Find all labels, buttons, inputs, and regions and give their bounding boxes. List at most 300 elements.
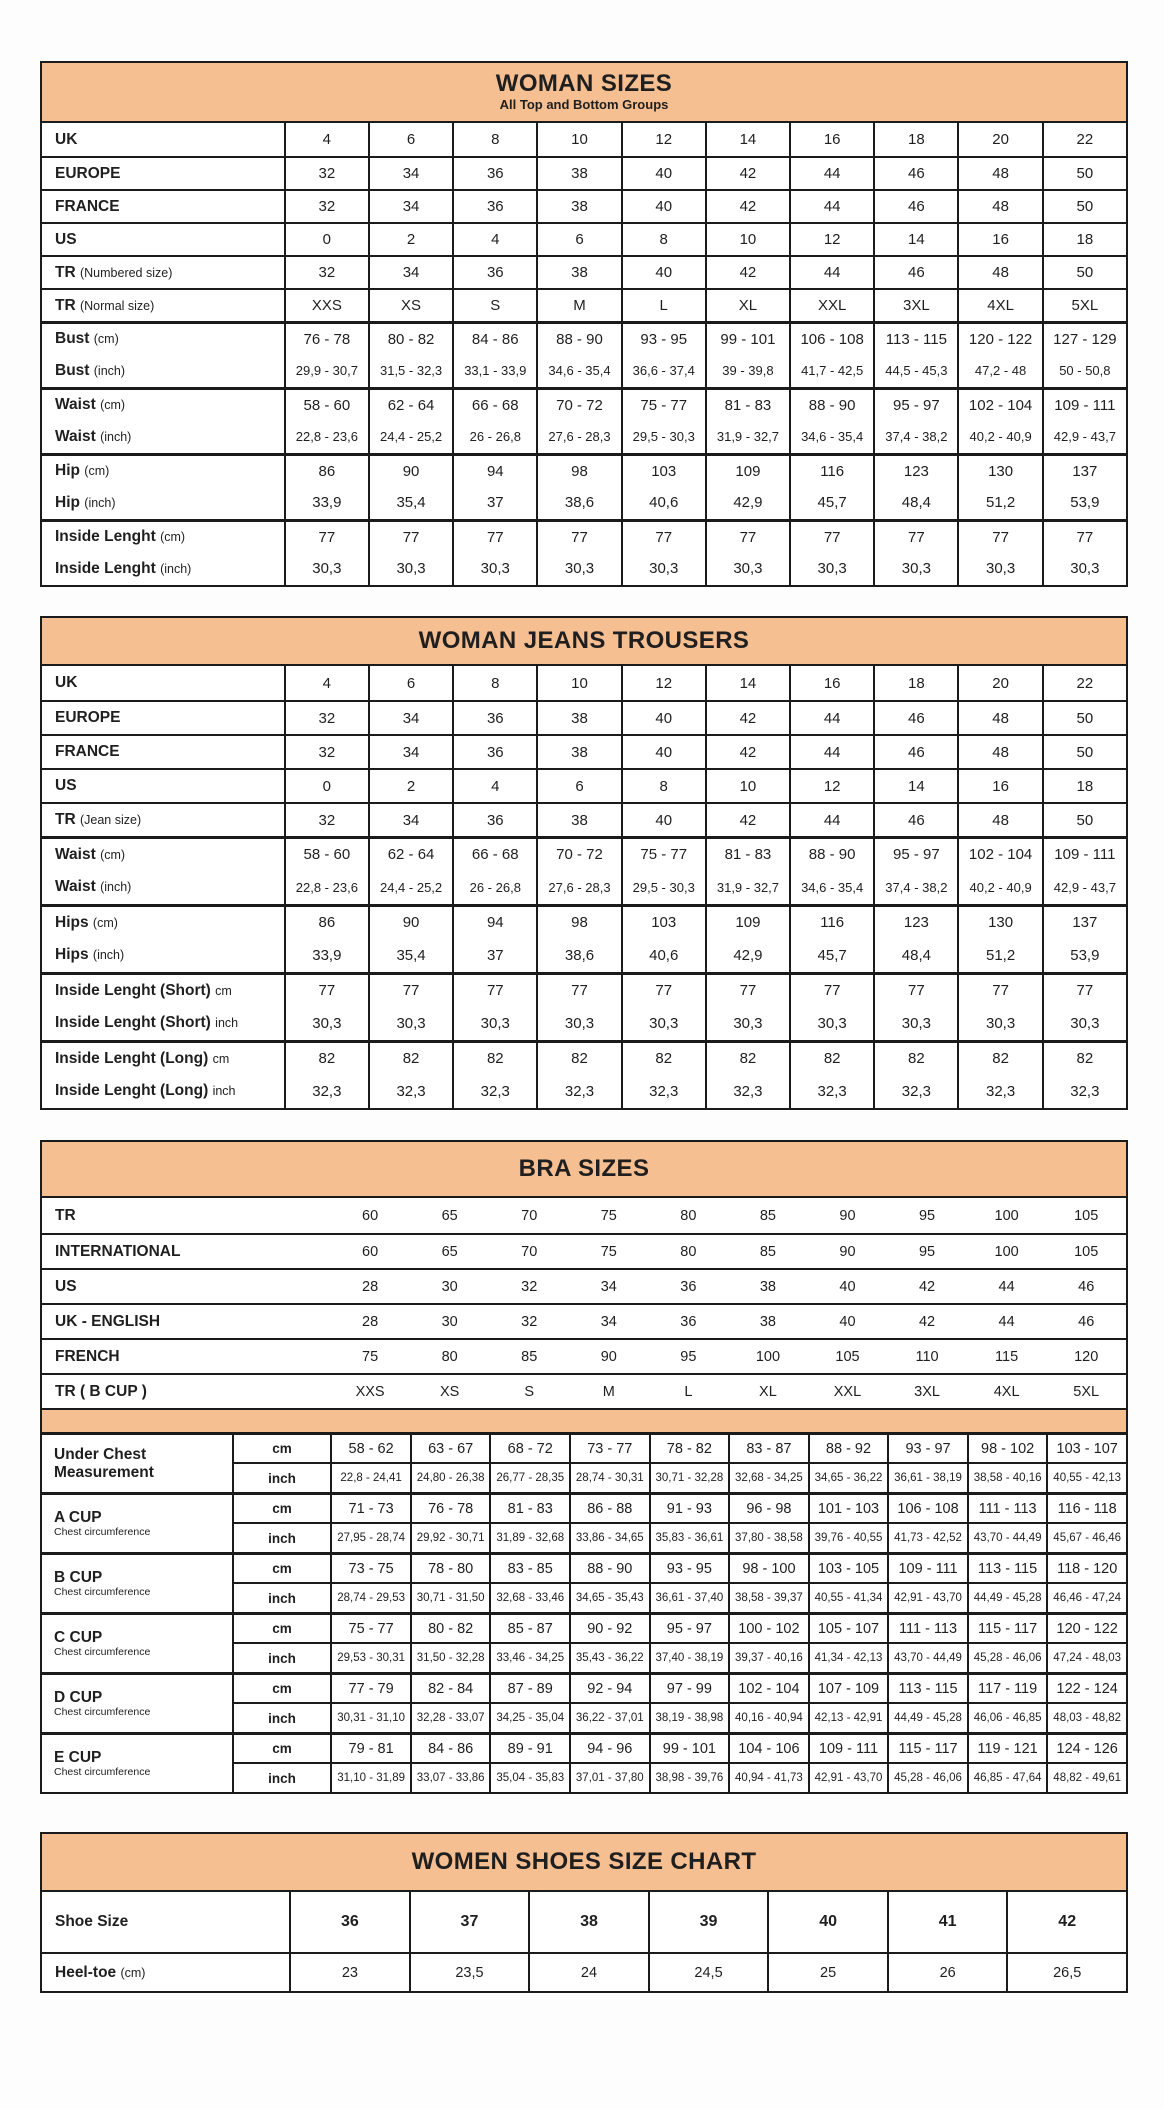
size-cell: 137 [1042,453,1126,486]
size-cell: 40,16 - 40,94 [728,1702,808,1732]
size-cell: 3XL [887,1373,967,1408]
unit-label-cm: cm [232,1552,331,1582]
row-label-text: FRANCE [55,197,120,215]
size-cell: 30,3 [1042,552,1126,585]
size-cell: 16 [957,768,1041,802]
table-row [42,486,1126,519]
size-cell: 32 [284,255,368,288]
shoes-size-table [42,1892,1126,1991]
row-label-text: Waist [55,878,96,895]
size-cell: 8 [452,666,536,700]
size-cell: 77 [452,519,536,552]
size-cell: 88 - 90 [569,1552,649,1582]
shoes-size-section [40,1832,1128,1993]
row-label [42,288,284,321]
row-label [42,1074,284,1108]
table-row [42,519,1126,552]
size-cell: 35,83 - 36,61 [649,1522,729,1552]
size-cell: 95 [649,1338,729,1373]
row-label [42,519,284,552]
size-cell: 38 [536,802,620,836]
size-cell: XL [728,1373,808,1408]
shoes-size-header [42,1834,1126,1892]
jeans-trousers-title: WOMAN JEANS TROUSERS [418,626,750,654]
size-cell: 42 [887,1268,967,1303]
size-cell: 34 [368,700,452,734]
size-cell: 30,3 [452,552,536,585]
size-cell: 106 - 108 [887,1492,967,1522]
size-cell: 30,71 - 32,28 [649,1462,729,1492]
size-cell: 48 [957,189,1041,222]
size-cell: 29,5 - 30,3 [621,420,705,453]
cup-sublabel: Chest circumference [54,1646,151,1659]
table-row [42,972,1126,1006]
size-cell: 109 [705,904,789,938]
size-cell: 40,55 - 41,34 [808,1582,888,1612]
size-cell: 88 - 90 [789,387,873,420]
row-label [42,1492,232,1552]
table-row [42,156,1126,189]
size-cell: 38 [536,255,620,288]
size-cell: 48 [957,700,1041,734]
size-cell: 16 [957,222,1041,255]
size-cell: 43,70 - 44,49 [887,1642,967,1672]
size-cell: 115 - 117 [967,1612,1047,1642]
table-row [42,836,1126,870]
size-cell: 30,3 [536,552,620,585]
size-cell: 24,5 [648,1952,768,1991]
size-cell: 44 [967,1303,1047,1338]
row-label-text: Hips [55,946,89,963]
size-cell: 40,6 [621,486,705,519]
size-cell: 105 - 107 [808,1612,888,1642]
size-cell: 95 - 97 [873,836,957,870]
size-cell: 50 - 50,8 [1042,354,1126,387]
size-cell: 41,7 - 42,5 [789,354,873,387]
size-cell: 105 [1074,1207,1099,1224]
size-cell: 39 - 39,8 [705,354,789,387]
size-cell: 103 - 105 [808,1552,888,1582]
size-cell: 30,3 [705,552,789,585]
size-cell: 29,92 - 30,71 [410,1522,490,1552]
size-cell: 44 [789,255,873,288]
size-cell: 76 - 78 [284,321,368,354]
size-cell: 30,3 [957,552,1041,585]
size-cell: 88 - 90 [789,836,873,870]
row-label-note: (cm) [100,847,126,862]
size-cell: 35,4 [368,938,452,972]
size-cell: 32 [284,802,368,836]
size-cell: 22 [1042,666,1126,700]
table-row [42,288,1126,321]
size-cell: 90 [569,1338,649,1373]
size-cell: 29,53 - 30,31 [330,1642,410,1672]
size-cell: 79 - 81 [330,1732,410,1762]
size-cell: 77 [789,972,873,1006]
size-cell: 22 [1042,123,1126,156]
bra-separator-band [42,1408,1126,1432]
size-cell: 101 - 103 [808,1492,888,1522]
jeans-trousers-header [42,618,1126,666]
size-cell: 118 - 120 [1046,1552,1126,1582]
size-cell: 116 [789,453,873,486]
size-cell: 42,91 - 43,70 [887,1582,967,1612]
size-cell: 78 - 80 [410,1552,490,1582]
size-cell: 40,6 [621,938,705,972]
table-row [42,802,1126,836]
size-cell: 31,5 - 32,3 [368,354,452,387]
bra-sizes-table [42,1198,1126,1792]
row-label-note: (inch) [93,363,126,378]
size-cell: 82 [284,1040,368,1074]
size-cell: 58 - 60 [284,836,368,870]
unit-label-inch: inch [232,1582,331,1612]
table-row [42,1040,1126,1074]
size-cell: 60 [362,1207,379,1224]
row-label-note: (Jean size) [79,813,142,827]
table-row [42,453,1126,486]
size-cell: 89 - 91 [489,1732,569,1762]
size-cell: 34,25 - 35,04 [489,1702,569,1732]
size-cell: 26 - 26,8 [452,870,536,904]
jeans-trousers-section [40,616,1128,1110]
row-label [42,700,284,734]
size-cell: 44 [789,700,873,734]
table-row [42,1552,1126,1582]
row-label [42,734,284,768]
row-label-text: TR [55,296,76,314]
size-cell: 36 [452,734,536,768]
size-cell: 30,3 [452,1006,536,1040]
size-cell: 113 - 115 [887,1672,967,1702]
size-cell: 44 [789,156,873,189]
size-cell: 94 - 96 [569,1732,649,1762]
size-cell: 36,61 - 38,19 [887,1462,967,1492]
size-cell: 30,71 - 31,50 [410,1582,490,1612]
size-cell: 81 - 83 [705,836,789,870]
size-cell: 84 - 86 [452,321,536,354]
table-row [42,734,1126,768]
size-cell: 33,86 - 34,65 [569,1522,649,1552]
size-cell: 10 [536,666,620,700]
size-cell: 42,9 - 43,7 [1042,870,1126,904]
size-cell: 23,5 [409,1952,529,1991]
size-cell: 38 [728,1303,808,1338]
size-cell: 26,77 - 28,35 [489,1462,569,1492]
size-cell: 37 [452,938,536,972]
size-cell: 106 - 108 [789,321,873,354]
size-cell: 47,2 - 48 [957,354,1041,387]
size-cell: S [452,288,536,321]
size-cell: 37,40 - 38,19 [649,1642,729,1672]
table-row [42,1006,1126,1040]
size-cell: 46 [1046,1303,1126,1338]
size-cell: 38 [536,156,620,189]
size-cell: 77 [789,519,873,552]
size-cell: 27,95 - 28,74 [330,1522,410,1552]
row-label [42,1952,289,1991]
row-label-note: (inch) [92,948,125,962]
unit-label-inch: inch [232,1522,331,1552]
size-cell: 0 [284,768,368,802]
table-row [42,354,1126,387]
row-label-text: Inside Lenght (Short) [55,1014,211,1031]
cup-label: A CUP [54,1508,102,1526]
size-cell: 30,3 [1042,1006,1126,1040]
size-cell: 40 [621,255,705,288]
row-label-text: Bust [55,361,90,379]
size-cell: 86 [284,904,368,938]
size-cell: 100 - 102 [728,1612,808,1642]
shoes-size-title: WOMEN SHOES SIZE CHART [411,1847,757,1875]
size-cell: 37 [452,486,536,519]
size-cell: 60 [330,1233,410,1268]
size-cell: 46 [873,255,957,288]
size-cell: 30,3 [284,1006,368,1040]
size-cell: 58 - 60 [284,387,368,420]
size-cell: 77 [957,972,1041,1006]
size-cell: 130 [957,904,1041,938]
row-label [42,972,284,1006]
row-label-text: US [55,230,77,248]
woman-sizes-title: WOMAN SIZES [495,70,673,97]
size-cell: 34 [368,802,452,836]
size-cell: 77 [536,972,620,1006]
size-cell: 98 [536,453,620,486]
size-cell: 38,6 [536,486,620,519]
size-cell: XXL [789,288,873,321]
size-cell: 38 [536,700,620,734]
size-cell: 4XL [957,288,1041,321]
size-cell: 47,24 - 48,03 [1046,1642,1126,1672]
size-cell: 45,7 [789,486,873,519]
size-cell: 32 [284,734,368,768]
cup-sublabel: Chest circumference [54,1586,151,1599]
size-cell: 36 [452,255,536,288]
woman-sizes-section [40,61,1128,587]
size-cell: 58 - 62 [330,1432,410,1462]
size-cell: 36,6 - 37,4 [621,354,705,387]
size-cell: 85 [759,1207,776,1224]
size-cell: 94 [452,453,536,486]
row-label [42,802,284,836]
size-cell: 10 [705,768,789,802]
size-cell: 102 - 104 [728,1672,808,1702]
row-label-text: UK [55,674,78,691]
size-cell: 48,4 [873,938,957,972]
size-cell: 4 [452,768,536,802]
size-cell: 26 [887,1952,1007,1991]
size-cell: 44 [967,1268,1047,1303]
size-cell: XS [410,1373,490,1408]
size-cell: 24,4 - 25,2 [368,870,452,904]
size-cell: 42 [705,189,789,222]
row-label-text: Waist [55,845,96,863]
size-cell: 38,58 - 39,37 [728,1582,808,1612]
cup-label: C CUP [54,1628,103,1646]
size-cell: 32 [489,1303,569,1338]
size-cell: 36 [649,1268,729,1303]
row-label [42,904,284,938]
size-cell: 104 - 106 [728,1732,808,1762]
size-cell: 14 [705,666,789,700]
size-cell: 80 - 82 [410,1612,490,1642]
size-cell: 8 [621,768,705,802]
size-cell: 77 [368,972,452,1006]
row-label-text: Inside Lenght (Long) [55,1082,209,1099]
table-row [42,321,1126,354]
size-cell: 110 [887,1338,967,1373]
table-row [42,870,1126,904]
size-cell: 85 - 87 [489,1612,569,1642]
size-cell: 80 [649,1233,729,1268]
table-row [42,1892,1126,1952]
size-cell: 6 [368,666,452,700]
size-cell: 102 - 104 [957,836,1041,870]
size-cell: 6 [368,123,452,156]
row-label [42,189,284,222]
size-cell: 113 - 115 [873,321,957,354]
size-cell: 117 - 119 [967,1672,1047,1702]
size-cell: 77 [705,519,789,552]
row-label [42,222,284,255]
size-cell: 46 [873,802,957,836]
size-cell: 96 - 98 [728,1492,808,1522]
size-cell: 18 [873,666,957,700]
size-cell: 45,28 - 46,06 [887,1762,967,1792]
size-cell: XXS [330,1373,410,1408]
size-cell: 40 [621,189,705,222]
row-label [42,420,284,453]
size-cell: 120 [1046,1338,1126,1373]
size-cell: 95 [887,1233,967,1268]
row-label-text: Heel-toe [55,1963,117,1981]
size-cell: 34 [569,1268,649,1303]
size-cell: 62 - 64 [368,836,452,870]
size-cell: 40 [621,700,705,734]
table-row [42,1373,1126,1408]
table-row [42,1432,1126,1462]
size-cell: 82 [536,1040,620,1074]
row-label-note: (cm) [120,1965,146,1980]
size-cell: 40 [621,802,705,836]
size-cell: 30 [410,1303,490,1338]
row-label [42,321,284,354]
row-label [42,1432,232,1492]
size-cell: 44 [789,802,873,836]
size-cell: 31,50 - 32,28 [410,1642,490,1672]
size-cell: 34,6 - 35,4 [789,420,873,453]
jeans-trousers-table [42,666,1126,1108]
size-cell: 77 - 79 [330,1672,410,1702]
row-label: UK - ENGLISH [42,1303,330,1338]
unit-label-cm: cm [232,1612,331,1642]
cup-sublabel: Chest circumference [54,1706,151,1719]
size-cell: 4XL [967,1373,1047,1408]
size-cell: 48,03 - 48,82 [1046,1702,1126,1732]
size-cell: 45,67 - 46,46 [1046,1522,1126,1552]
size-cell: 32 [489,1268,569,1303]
row-label-text: Hips [55,913,89,931]
size-cell: 32,28 - 33,07 [410,1702,490,1732]
row-label-text: Hip [55,493,80,511]
table-row [42,1338,1126,1373]
size-cell: 30,3 [957,1006,1041,1040]
size-cell: 100 [994,1207,1019,1224]
size-cell: 120 - 122 [1046,1612,1126,1642]
table-row [42,1074,1126,1108]
size-cell: 82 [621,1040,705,1074]
size-cell: 41 [887,1892,1007,1952]
row-label-text: UK [55,130,78,148]
size-cell: 32 [284,156,368,189]
size-cell: XL [705,288,789,321]
table-row [42,1303,1126,1338]
size-cell: 35,4 [368,486,452,519]
size-cell: 48 [957,156,1041,189]
size-cell: 12 [789,222,873,255]
size-cell: 18 [1042,768,1126,802]
size-cell: 36 [452,189,536,222]
size-cell: 34,65 - 35,43 [569,1582,649,1612]
size-cell: 40,55 - 42,13 [1046,1462,1126,1492]
unit-label-inch: inch [232,1702,331,1732]
size-cell: 50 [1042,189,1126,222]
row-label-note: cm [212,1051,230,1066]
row-label-note: inch [215,1016,239,1030]
size-cell: 83 - 87 [728,1432,808,1462]
table-row [42,768,1126,802]
size-cell: 116 [789,904,873,938]
size-cell: 73 - 75 [330,1552,410,1582]
size-cell: 65 [441,1207,458,1224]
size-cell: 42 [1006,1892,1126,1952]
size-cell: 77 [621,519,705,552]
row-label-note: (Numbered size) [79,265,173,280]
size-cell: 42 [705,700,789,734]
size-cell: 18 [1042,222,1126,255]
unit-label-cm: cm [232,1732,331,1762]
size-cell: 77 [873,972,957,1006]
size-cell: 14 [873,768,957,802]
size-cell: 32 [284,189,368,222]
table-row [42,1952,1126,1991]
size-cell: 81 - 83 [705,387,789,420]
size-cell: 37,4 - 38,2 [873,870,957,904]
size-cell: 115 - 117 [887,1732,967,1762]
size-cell: 130 [957,453,1041,486]
row-label [42,552,284,585]
cup-sublabel: Chest circumference [54,1766,151,1779]
size-cell: XS [368,288,452,321]
cup-label: D CUP [54,1688,103,1706]
size-cell: 44,49 - 45,28 [887,1702,967,1732]
size-cell: 33,46 - 34,25 [489,1642,569,1672]
size-cell: 107 - 109 [808,1672,888,1702]
size-cell: 98 - 100 [728,1552,808,1582]
size-cell: 46 [873,156,957,189]
size-cell: 78 - 82 [649,1432,729,1462]
size-cell: 33,07 - 33,86 [410,1762,490,1792]
row-label-text: Inside Lenght [55,528,156,545]
size-cell: 93 - 95 [621,321,705,354]
table-row [42,1672,1126,1702]
size-cell: 75 - 77 [330,1612,410,1642]
size-cell: 3XL [873,288,957,321]
size-cell: 36 [452,156,536,189]
size-cell: 50 [1042,700,1126,734]
size-cell: 50 [1042,802,1126,836]
